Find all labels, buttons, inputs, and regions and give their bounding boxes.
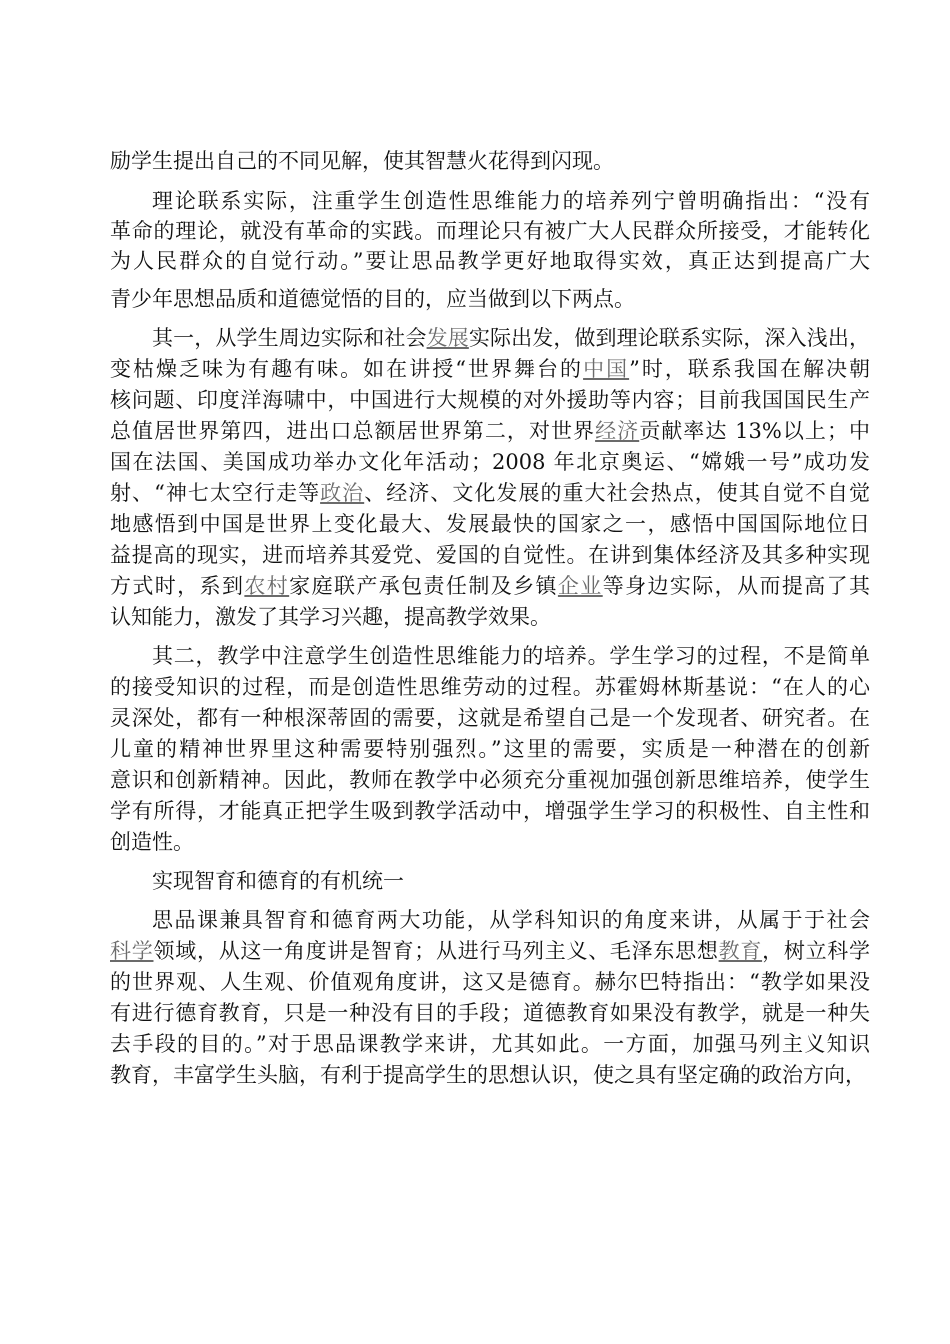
text-line: [152, 186, 870, 216]
text-segment: 的世界观、人生观、价值观角度讲，这又是德育。赫尔巴特指出：“教学如果没: [110, 970, 870, 994]
text-segment: 的接受知识的过程，而是创造性思维劳动的过程。苏霍姆林斯基说：“在人的心: [110, 675, 870, 699]
text-segment: 总值居世界第四，进出口总额居世界第二，对世界: [110, 419, 596, 443]
text-segment: 有进行德育教育，只是一种没有目的手段；道德教育如果没有教学，就是一种失: [110, 1001, 870, 1025]
text-segment: 儿童的精神世界里这种需要特别强烈。”这里的需要，实质是一种潜在的创新: [110, 737, 870, 761]
text-line: [110, 672, 870, 702]
text-line: [110, 354, 870, 384]
text-line: [110, 246, 870, 276]
text-segment: ”时，联系我国在解决朝: [629, 357, 870, 381]
text-line: [110, 478, 870, 508]
text-line: [110, 509, 870, 539]
text-segment: 射、“神七太空行走等: [110, 481, 321, 505]
text-line: [152, 641, 870, 671]
text-line: [110, 146, 870, 176]
text-segment: 等身边实际，从而提高了其: [602, 574, 870, 598]
text-segment: 地感悟到中国是世界上变化最大、发展最快的国家之一，感悟中国国际地位日: [110, 512, 870, 536]
text-segment: 学有所得，才能真正把学生吸到教学活动中，增强学生学习的积极性、自主性和: [110, 799, 870, 823]
text-segment: 益提高的现实，进而培养其爱党、爱国的自觉性。在讲到集体经济及其多种实现: [110, 543, 870, 567]
inline-link[interactable]: 教育: [718, 939, 763, 963]
text-line: [152, 323, 870, 353]
text-segment: 领域，从这一角度讲是智育；从进行马列主义、毛泽东思想: [153, 939, 719, 963]
text-segment: 创造性。: [110, 830, 194, 854]
text-segment: 为人民群众的自觉行动。”要让思品教学更好地取得实效，真正达到提高广大: [110, 249, 870, 273]
text-line: [110, 703, 870, 733]
text-segment: 教育，丰富学生头脑，有利于提高学生的思想认识，使之具有坚定确的政治方向，: [110, 1063, 866, 1087]
text-line: [152, 866, 870, 896]
text-line: [110, 796, 870, 826]
text-segment: 去手段的目的。”对于思品课教学来讲，尤其如此。一方面，加强马列主义知识: [110, 1032, 870, 1056]
text-segment: 认知能力，激发了其学习兴趣，提高教学效果。: [110, 605, 551, 629]
text-segment: 其一，从学生周边实际和社会: [152, 326, 427, 350]
text-line: [110, 936, 870, 966]
text-segment: 革命的理论，就没有革命的实践。而理论只有被广大人民群众所接受，才能转化: [110, 219, 870, 243]
text-line: [110, 827, 870, 857]
text-segment: 国在法国、美国成功举办文化年活动；2008 年北京奥运、“嫦娥一号”成功发: [110, 450, 870, 474]
text-line: [110, 447, 870, 477]
text-line: [110, 998, 870, 1028]
text-line: [110, 216, 870, 246]
text-line: [110, 1060, 870, 1090]
text-segment: 思品课兼具智育和德育两大功能，从学科知识的角度来讲，从属于于社会: [152, 908, 870, 932]
text-segment: 意识和创新精神。因此，教师在教学中必须充分重视加强创新思维培养，使学生: [110, 768, 870, 792]
text-segment: 其二，教学中注意学生创造性思维能力的培养。学生学习的过程，不是简单: [152, 644, 870, 668]
text-segment: 家庭联产承包责任制及乡镇: [289, 574, 558, 598]
text-line: [110, 284, 870, 314]
text-line: [110, 1029, 870, 1059]
inline-link[interactable]: 经济: [595, 419, 640, 443]
text-segment: 青少年思想品质和道德觉悟的目的，应当做到以下两点。: [110, 287, 635, 311]
text-line: [110, 571, 870, 601]
text-segment: 方式时，系到: [110, 574, 245, 598]
text-line: [110, 416, 870, 446]
text-segment: 、经济、文化发展的重大社会热点，使其自觉不自觉: [364, 481, 870, 505]
inline-link[interactable]: 政治: [320, 481, 365, 505]
inline-link[interactable]: 企业: [557, 574, 603, 598]
inline-link[interactable]: 农村: [244, 574, 290, 598]
inline-link[interactable]: 发展: [426, 326, 469, 350]
text-segment: 灵深处，都有一种根深蒂固的需要，这就是希望自己是一个发现者、研究者。在: [110, 706, 870, 730]
text-segment: 理论联系实际，注重学生创造性思维能力的培养列宁曾明确指出：“没有: [152, 189, 870, 213]
text-segment: 变枯燥乏味为有趣有味。如在讲授“世界舞台的: [110, 357, 584, 381]
inline-link[interactable]: 科学: [110, 939, 154, 963]
inline-link[interactable]: 中国: [583, 357, 630, 381]
text-line: [152, 905, 870, 935]
text-segment: 核问题、印度洋海啸中，中国进行大规模的对外援助等内容；目前我国国民生产: [110, 388, 870, 412]
text-segment: 实际出发，做到理论联系实际，深入浅出，: [468, 326, 870, 350]
text-line: [110, 385, 870, 415]
text-segment: 实现智育和德育的有机统一: [152, 869, 404, 893]
text-line: [110, 734, 870, 764]
text-segment: 励学生提出自己的不同见解，使其智慧火花得到闪现。: [110, 149, 614, 173]
text-line: [110, 540, 870, 570]
text-line: [110, 765, 870, 795]
text-line: [110, 602, 870, 632]
text-line: [110, 967, 870, 997]
text-segment: ，树立科学: [762, 939, 870, 963]
text-segment: 贡献率达 13%以上；中: [639, 419, 870, 443]
